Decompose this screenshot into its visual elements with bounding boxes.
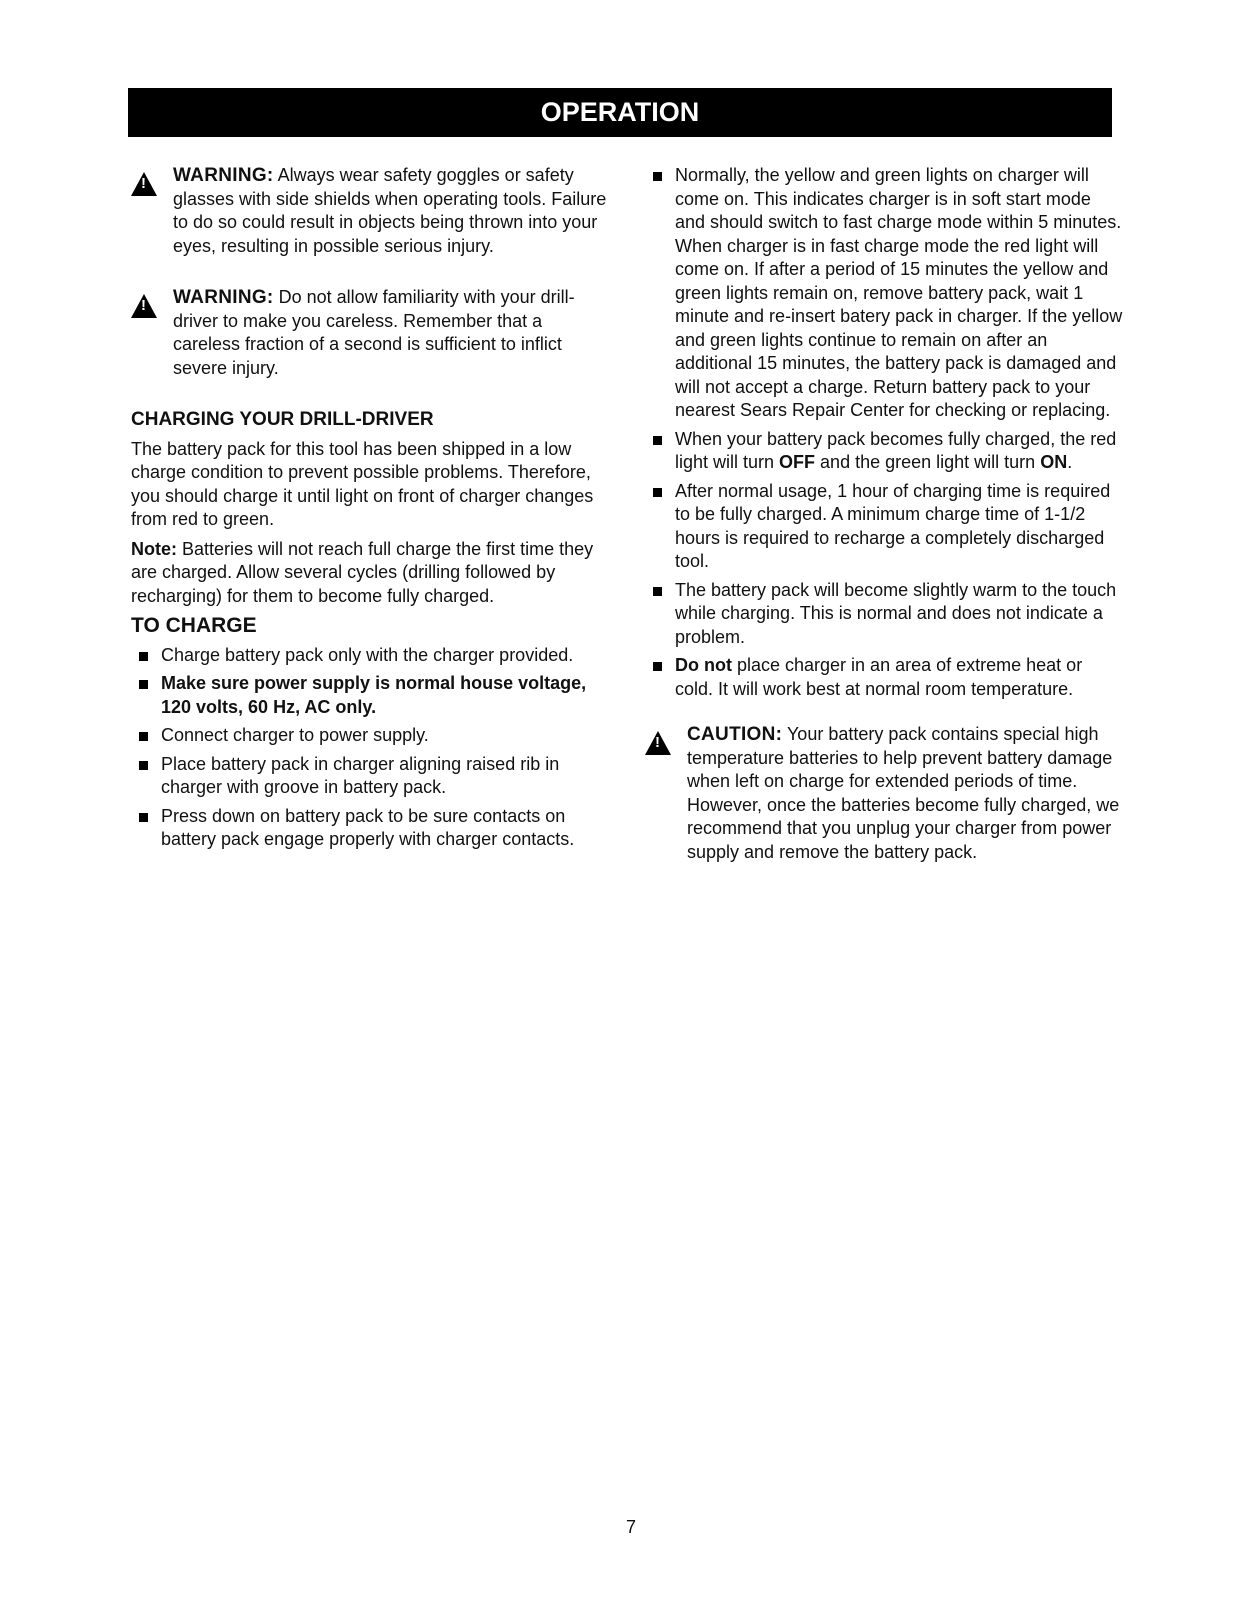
list-item: Press down on battery pack to be sure contacts on battery pack engage properly with charger contacts. (131, 805, 611, 852)
text: . (1067, 452, 1073, 472)
charger-notes-list (645, 164, 1123, 701)
warning-text: Always wear safety goggles or safety glasses with side shields when operating tools. Failure to do so could result in objects being thrown into your eyes, resulting in possible serious injury. (173, 165, 607, 256)
list-item (645, 654, 1123, 701)
charging-section (131, 408, 611, 852)
text: When your battery pack becomes fully charged, the red light will turn (675, 428, 1117, 472)
to-charge-heading: TO CHARGE (131, 614, 257, 637)
text-bold: OFF (779, 452, 816, 472)
text-bold: ON (1040, 452, 1068, 472)
list-item: Place battery pack in charger aligning raised rib in charger with groove in battery pack. (131, 753, 611, 800)
warning-familiarity (131, 286, 611, 380)
list-item: Normally, the yellow and green lights on charger will come on. This indicates charger is in soft start mode and should switch to fast charge mode within 5 minutes. When charger is in fast charge mode the red light will come on. If after a period of 15 minutes the yellow and green lights remain on, remove battery pack, wait 1 minute and re-insert batery pack in charger. If the yellow and green lights continue to remain on after an additional 15 minutes, the battery pack is damaged and will not accept a charge. Return battery pack to your nearest Sears Repair Center for checking or replacing. (645, 164, 1123, 423)
warning-triangle-icon (645, 731, 671, 755)
charging-note (131, 538, 611, 609)
charging-body: The battery pack for this tool has been shipped in a low charge condition to prevent possible problems. Therefore, you should charge it until light on front of charger changes from red to green. (131, 438, 594, 529)
list-item: The battery pack will become slightly warm to the touch while charging. This is normal and does not indicate a problem. (645, 579, 1123, 650)
list-item: Connect charger to power supply. (131, 724, 611, 748)
page-number: 7 (626, 1517, 637, 1537)
text: and the green light will turn (815, 452, 1041, 472)
caution-notice (645, 723, 1127, 864)
list-item: Make sure power supply is normal house voltage, 120 volts, 60 Hz, AC only. (131, 672, 611, 719)
caution-label: CAUTION: (687, 724, 783, 745)
text: place charger in an area of extreme heat or cold. It will work best at normal room temperature. (675, 655, 1083, 699)
section-header: OPERATION (128, 88, 1112, 137)
warning-label: WARNING: (173, 165, 274, 186)
list-item: Charge battery pack only with the charger provided. (131, 644, 611, 668)
right-column (645, 164, 1123, 864)
to-charge-list (131, 644, 611, 852)
warning-goggles (131, 164, 611, 258)
charging-heading: CHARGING YOUR DRILL-DRIVER (131, 409, 434, 430)
warning-text: Do not allow familiarity with your drill-driver to make you careless. Remember that a careless fraction of a second is sufficient to inflict severe injury. (173, 287, 575, 378)
list-item: After normal usage, 1 hour of charging time is required to be fully charged. A minimum charge time of 1-1/2 hours is required to recharge a completely discharged tool. (645, 480, 1123, 574)
warning-triangle-icon (131, 172, 157, 196)
note-label: Note: (131, 538, 177, 559)
list-item (645, 428, 1123, 475)
warning-label: WARNING: (173, 287, 274, 308)
left-column (131, 164, 611, 857)
note-text: Batteries will not reach full charge the first time they are charged. Allow several cycles (drilling followed by recharging) for them to become fully charged. (131, 538, 594, 606)
warning-triangle-icon (131, 294, 157, 318)
text-bold: Do not (675, 655, 732, 675)
caution-text: Your battery pack contains special high temperature batteries to help prevent battery damage when left on charge for extended periods of time. However, once the batteries become fully charged, we recommend that you unplug your charger from power supply and remove the battery pack. (687, 724, 1120, 862)
